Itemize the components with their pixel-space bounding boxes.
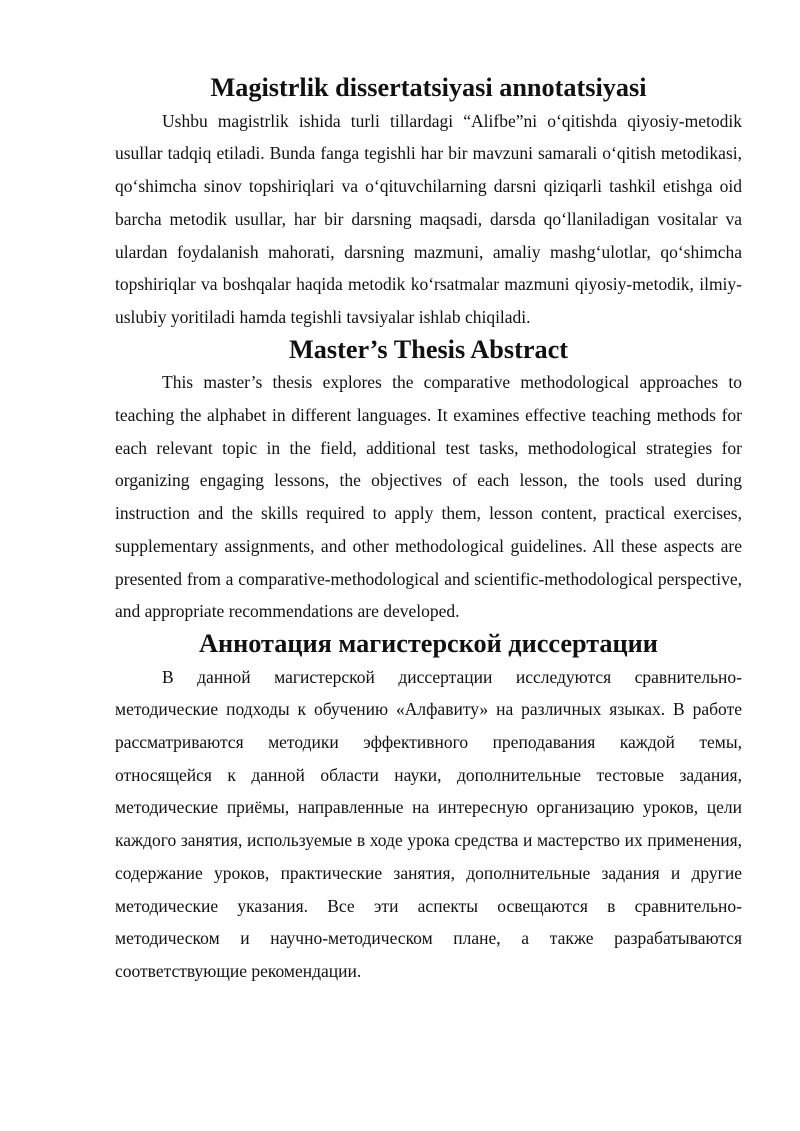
english-abstract-title: Master’s Thesis Abstract (289, 334, 568, 364)
uzbek-abstract-section (115, 72, 742, 334)
russian-abstract-section (115, 628, 742, 988)
uzbek-abstract-title: Magistrlik dissertatsiyasi annotatsiyasi (210, 73, 647, 102)
russian-abstract-body: В данной магистерской диссертации исследуются сравнительно-методические подходы к обучению «Алфавиту» на различных языках. В работе рассматриваются методики эффективного преподавания каждой темы, относящейся к данной области науки, дополнительные тестовые задания, методические приёмы, направленные на интересную организацию уроков, цели каждого занятия, используемые в ходе урока средства и мастерство их применения, содержание уроков, практические занятия, дополнительные задания и другие методические указания. Все эти аспекты освещаются в сравнительно-методическом и научно-методическом плане, а также разрабатываются соответствующие рекомендации. (115, 666, 742, 981)
uzbek-abstract-body: Ushbu magistrlik ishida turli tillardagi “Alifbe”ni o‘qitishda qiyosiy-metodik usullar tadqiq etiladi. Bunda fanga tegishli har bir mavzuni samarali o‘qitish metodikasi, qo‘shimcha sinov topshiriqlari va o‘qituvchilarning darsni qiziqarli tashkil etishga oid barcha metodik usullar, har bir darsning maqsadi, darsda qo‘llaniladigan vositalar va ulardan foydalanish mahorati, darsning mazmuni, amaliy mashg‘ulotlar, qo‘shimcha topshiriqlar va boshqalar haqida metodik ko‘rsatmalar mazmuni qiyosiy-metodik, ilmiy-uslubiy yoritiladi hamda tegishli tavsiyalar ishlab chiqiladi. (115, 110, 742, 327)
english-abstract-section (115, 334, 742, 628)
english-abstract-body: This master’s thesis explores the comparative methodological approaches to teaching the alphabet in different languages. It examines effective teaching methods for each relevant topic in the field, additional test tasks, methodological strategies for organizing engaging lessons, the objectives of each lesson, the tools used during instruction and the skills required to apply them, lesson content, practical exercises, supplementary assignments, and other methodological guidelines. All these aspects are presented from a comparative-methodological and scientific-methodological perspective, and appropriate recommendations are developed. (115, 372, 742, 622)
document-page (115, 72, 742, 988)
russian-abstract-title: Аннотация магистерской диссертации (199, 628, 658, 658)
